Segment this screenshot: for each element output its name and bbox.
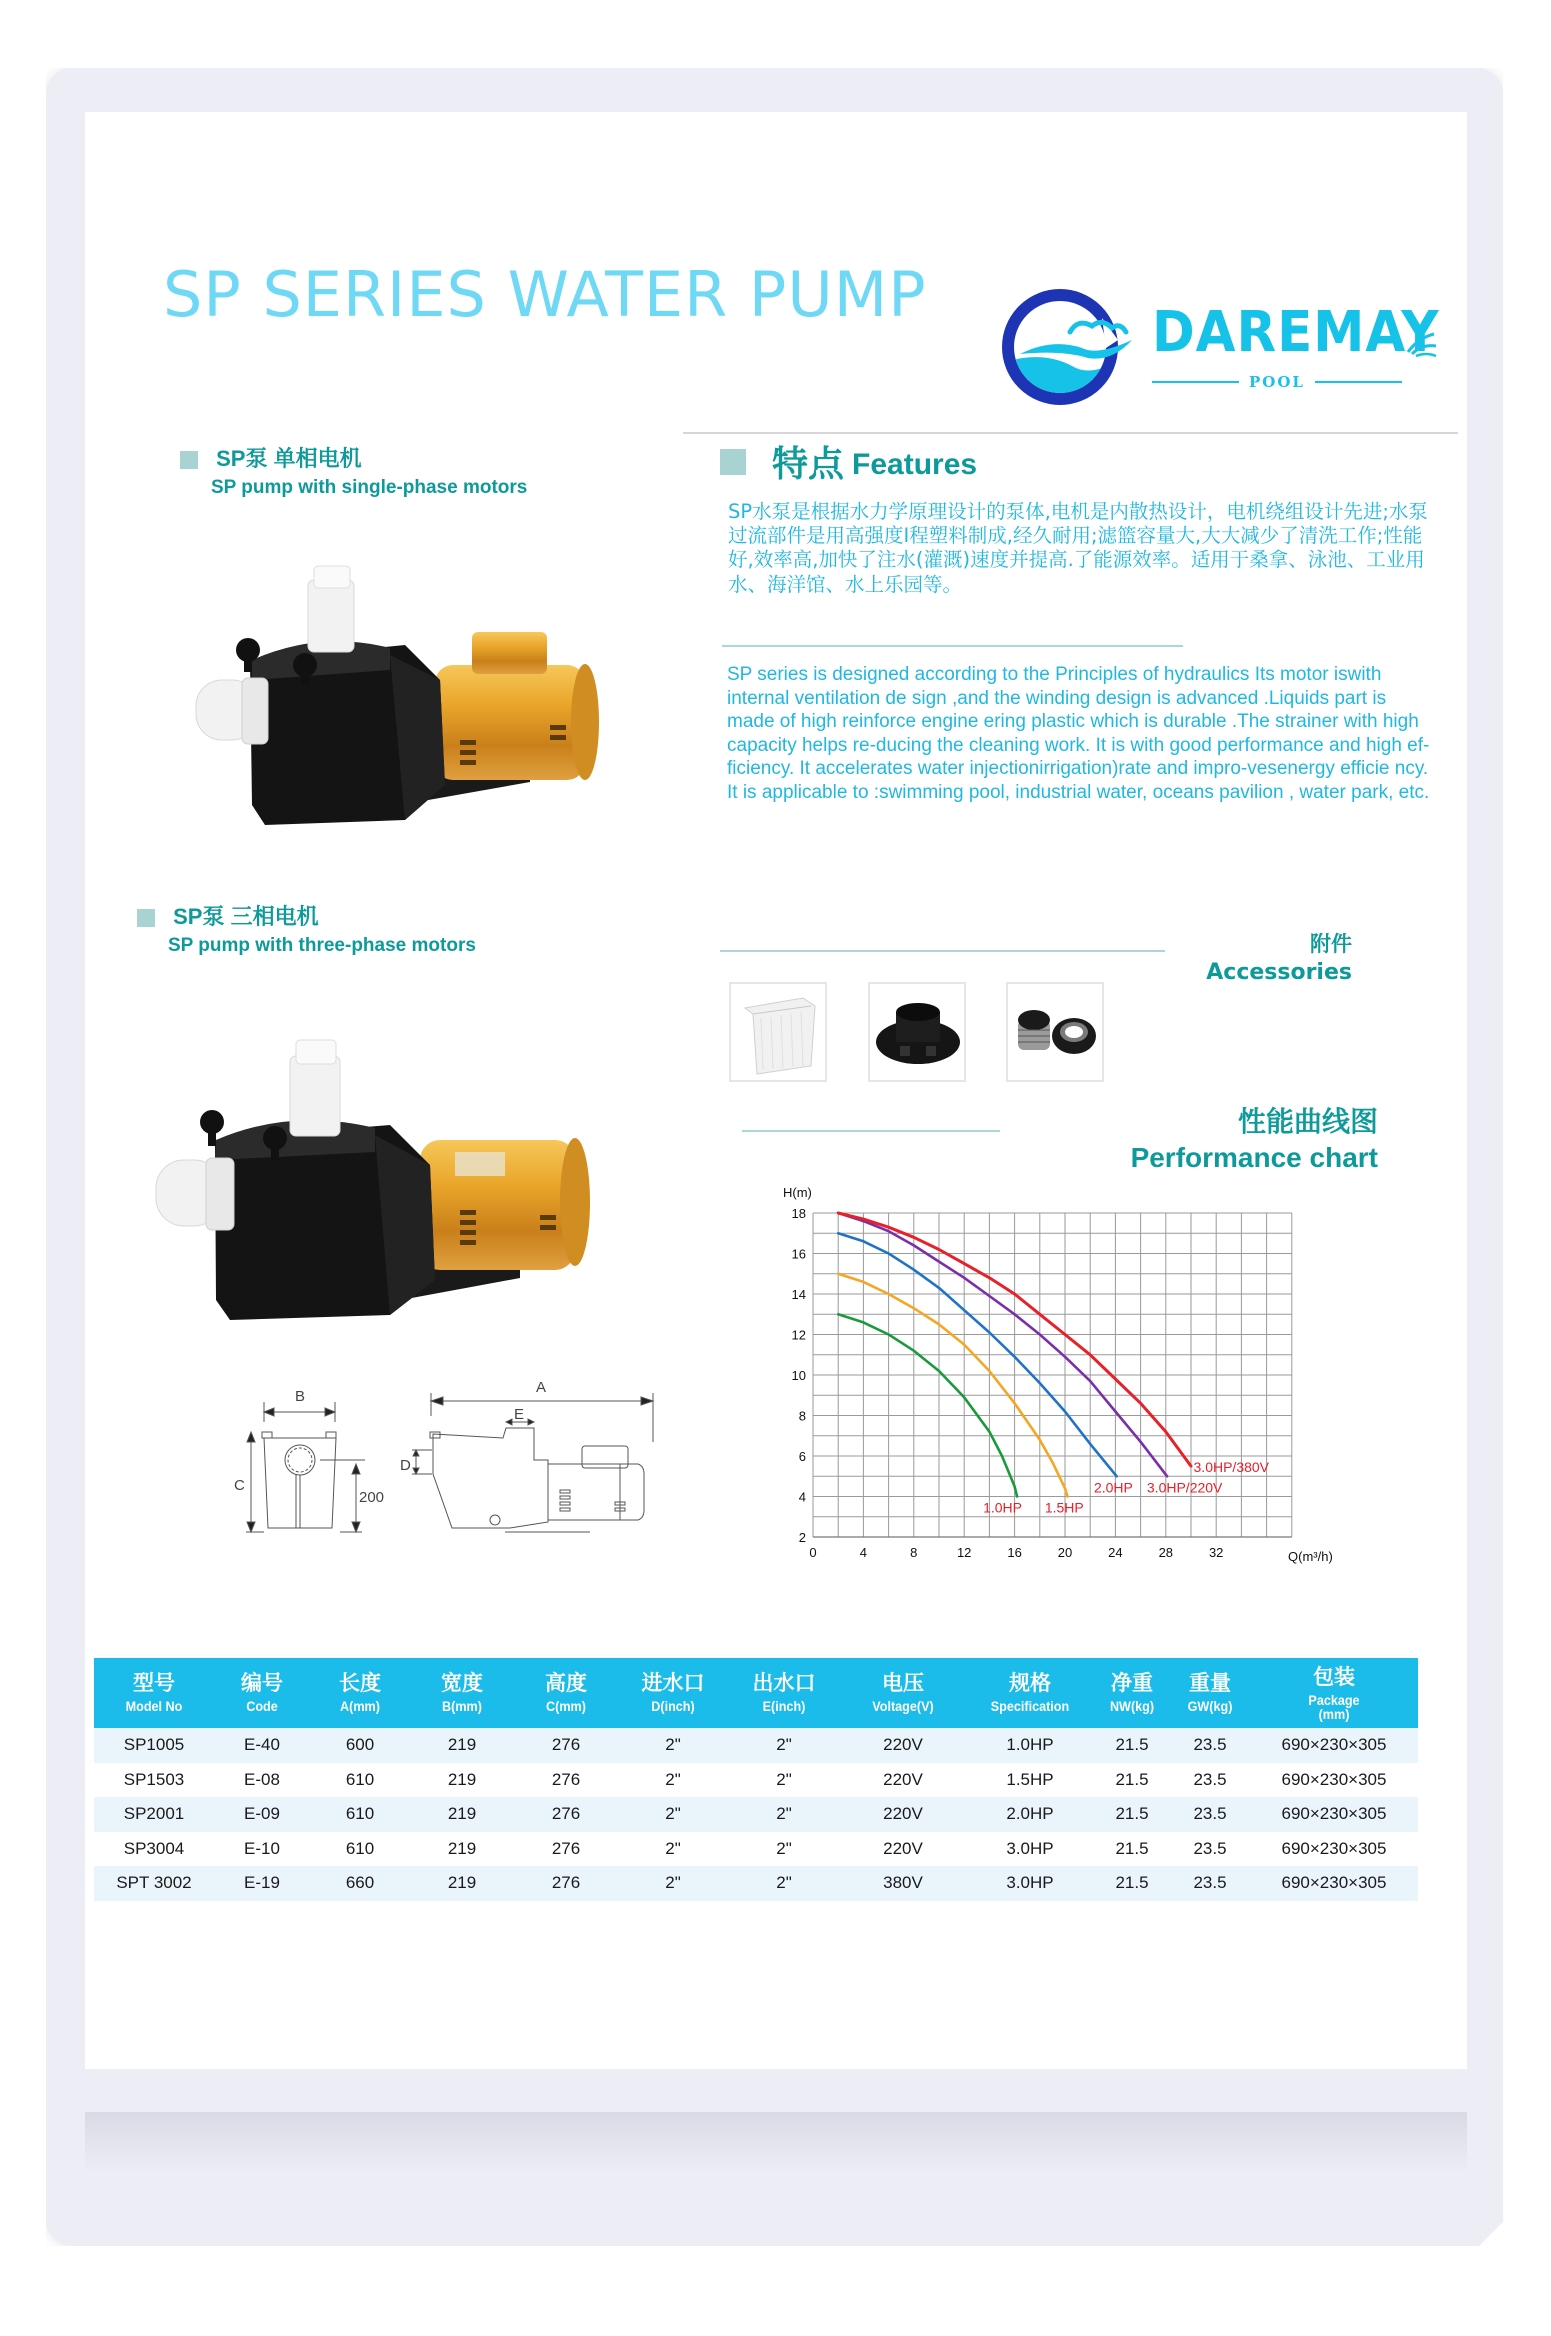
dim-label-d: D: [400, 1457, 411, 1474]
table-cell: 3.0HP: [966, 1832, 1094, 1867]
table-cell: 276: [514, 1763, 618, 1798]
table-cell: 276: [514, 1832, 618, 1867]
table-cell: SP2001: [94, 1797, 214, 1832]
table-cell: 600: [310, 1728, 410, 1763]
dimension-drawing: [220, 1370, 670, 1550]
y-axis-label: H(m): [783, 1185, 812, 1200]
curve-label: 2.0HP: [1093, 1479, 1133, 1496]
table-cell: SP3004: [94, 1832, 214, 1867]
dim-label-e: E: [514, 1406, 525, 1423]
x-tick: 8: [910, 1545, 918, 1560]
curve-label: 1.0HP: [983, 1499, 1023, 1516]
table-cell: 220V: [840, 1832, 966, 1867]
divider: [1152, 381, 1239, 383]
table-cell: 23.5: [1170, 1832, 1250, 1867]
performance-chart: [770, 1180, 1370, 1580]
table-cell: 2": [618, 1763, 728, 1798]
table-cell: 21.5: [1094, 1763, 1170, 1798]
x-axis-label: Q(m³/h): [1288, 1549, 1333, 1564]
performance-heading: 性能曲线图 Performance chart: [1130, 1106, 1378, 1173]
table-cell: 1.5HP: [966, 1763, 1094, 1798]
column-header: 净重 NW(kg): [1094, 1658, 1170, 1728]
column-header: 宽度 B(mm): [410, 1658, 514, 1728]
impeller-image: [868, 982, 966, 1082]
table-cell: 219: [410, 1866, 514, 1901]
table-cell: 2.0HP: [966, 1797, 1094, 1832]
table-cell: SP1005: [94, 1728, 214, 1763]
y-tick: 16: [791, 1246, 806, 1262]
table-cell: 21.5: [1094, 1728, 1170, 1763]
table-cell: 2": [618, 1797, 728, 1832]
table-cell: 21.5: [1094, 1797, 1170, 1832]
table-row: [94, 1866, 1418, 1901]
features-divider: [683, 432, 1458, 434]
table-cell: 276: [514, 1728, 618, 1763]
features-text-en: SP series is designed according to the Principles of hydraulics Its motor iswith internal ventilation de sign ,and the winding design is advanced .Liquids part is made of high reinforce engine ering plastic which is durable .The strainer with high capacity helps re-ducing the cleaning work. It is with good performance and high ef-ficiency. It accelerates water injectionirrigation)rate and impro-vesenergy efficie ncy. It is applicable to :swimming pool, industrial water, oceans pavilion , water park, etc.: [727, 664, 1430, 803]
table-cell: 23.5: [1170, 1728, 1250, 1763]
table-cell: 3.0HP: [966, 1866, 1094, 1901]
column-header: 出水口 E(inch): [728, 1658, 840, 1728]
table-cell: E-09: [214, 1797, 310, 1832]
y-tick: 4: [798, 1489, 806, 1505]
accessories-divider: [720, 950, 1165, 952]
features-separator: [722, 645, 1183, 647]
single-phase-pump-image: [190, 560, 610, 840]
curve-label: 3.0HP/380V: [1193, 1459, 1270, 1476]
table-cell: 610: [310, 1763, 410, 1798]
bullet-square-icon: [720, 449, 746, 475]
table-cell: 21.5: [1094, 1832, 1170, 1867]
table-cell: 690×230×305: [1250, 1866, 1418, 1901]
pool-wave-logo-icon: [1002, 288, 1152, 406]
table-cell: 23.5: [1170, 1866, 1250, 1901]
brand-logo: [1002, 288, 1442, 406]
frame-shadow: [85, 2112, 1467, 2172]
brand-name: DAREMAY: [1152, 300, 1440, 365]
table-cell: 660: [310, 1866, 410, 1901]
table-cell: 219: [410, 1832, 514, 1867]
table-cell: 690×230×305: [1250, 1832, 1418, 1867]
column-header: 重量 GW(kg): [1170, 1658, 1250, 1728]
table-cell: 2": [618, 1866, 728, 1901]
table-cell: 23.5: [1170, 1763, 1250, 1798]
column-header: 高度 C(mm): [514, 1658, 618, 1728]
mechanical-seal-icon: [1008, 984, 1104, 1080]
column-header: 电压 Voltage(V): [840, 1658, 966, 1728]
table-row: [94, 1797, 1418, 1832]
strainer-basket-image: [729, 982, 827, 1082]
three-phase-pump-image: [150, 1030, 610, 1340]
three-phase-heading: SP泵 三相电机 SP pump with three-phase motors: [137, 900, 476, 957]
mechanical-seal-image: [1006, 982, 1104, 1082]
curve-label: 3.0HP/220V: [1146, 1479, 1223, 1496]
table-cell: 219: [410, 1728, 514, 1763]
table-cell: 21.5: [1094, 1866, 1170, 1901]
y-tick: 18: [791, 1206, 806, 1221]
table-cell: 2": [618, 1832, 728, 1867]
x-tick: 4: [859, 1545, 868, 1560]
table-cell: 610: [310, 1797, 410, 1832]
table-cell: 219: [410, 1763, 514, 1798]
table-cell: 2": [728, 1763, 840, 1798]
column-header: 型号 Model No: [94, 1658, 214, 1728]
curve-label: 1.5HP: [1044, 1499, 1084, 1516]
y-tick: 8: [798, 1408, 806, 1424]
y-tick: 2: [798, 1530, 806, 1545]
table-cell: E-40: [214, 1728, 310, 1763]
column-header: 长度 A(mm): [310, 1658, 410, 1728]
x-tick: 28: [1158, 1545, 1174, 1560]
dim-label-b: B: [295, 1388, 306, 1405]
table-cell: 220V: [840, 1763, 966, 1798]
column-header: 进水口 D(inch): [618, 1658, 728, 1728]
x-tick: 16: [1007, 1545, 1022, 1560]
bullet-square-icon: [180, 451, 198, 469]
bullet-square-icon: [137, 909, 155, 927]
table-cell: E-08: [214, 1763, 310, 1798]
divider: [1315, 381, 1402, 383]
x-tick: 12: [956, 1545, 972, 1560]
table-cell: 2": [728, 1832, 840, 1867]
table-cell: 276: [514, 1866, 618, 1901]
table-cell: 690×230×305: [1250, 1797, 1418, 1832]
single-phase-heading: SP泵 单相电机 SP pump with single-phase motors: [180, 442, 527, 499]
brand-subtitle: POOL: [1152, 372, 1402, 392]
y-tick: 10: [791, 1368, 806, 1383]
table-cell: 380V: [840, 1866, 966, 1901]
dim-label-a: A: [536, 1379, 547, 1396]
table-cell: SPT 3002: [94, 1866, 214, 1901]
page-title: SP SERIES WATER PUMP: [163, 258, 927, 331]
features-heading: 特点 Features: [720, 436, 977, 487]
table-cell: 276: [514, 1797, 618, 1832]
table-cell: 2": [728, 1797, 840, 1832]
dim-label-c: C: [234, 1477, 245, 1494]
table-cell: 690×230×305: [1250, 1763, 1418, 1798]
column-header: 规格 Specification: [966, 1658, 1094, 1728]
table-cell: 690×230×305: [1250, 1728, 1418, 1763]
y-tick: 12: [791, 1327, 806, 1343]
dim-label-200: 200: [359, 1489, 385, 1506]
table-cell: 2": [618, 1728, 728, 1763]
impeller-icon: [870, 984, 966, 1080]
table-row: [94, 1728, 1418, 1763]
x-tick: 0: [809, 1545, 817, 1560]
column-header: 编号 Code: [214, 1658, 310, 1728]
table-cell: 2": [728, 1866, 840, 1901]
strainer-basket-icon: [731, 984, 827, 1080]
performance-divider: [742, 1130, 1000, 1132]
series-curve: [838, 1314, 1017, 1496]
table-cell: E-10: [214, 1832, 310, 1867]
spec-table: [94, 1658, 1418, 1901]
accessories-heading: 附件 Accessories: [1206, 933, 1352, 985]
x-tick: 20: [1057, 1545, 1073, 1560]
column-header: 包装 Package (mm): [1250, 1658, 1418, 1728]
table-cell: 220V: [840, 1728, 966, 1763]
table-cell: 219: [410, 1797, 514, 1832]
table-cell: 2": [728, 1728, 840, 1763]
table-cell: 610: [310, 1832, 410, 1867]
table-cell: SP1503: [94, 1763, 214, 1798]
water-splash-icon: [1404, 324, 1440, 360]
table-cell: 1.0HP: [966, 1728, 1094, 1763]
features-text-cn: SP水泵是根据水力学原理设计的泵体,电机是内散热设计，电机绕组设计先进;水泵过流部件是用高强度I程塑料制成,经久耐用;滤篮容量大,大大减少了清洗工作;性能好,效率高,加快了注水(灌溉)速度并提高.了能源效率。适用于桑拿、泳池、工业用水、海洋馆、水上乐园等。: [728, 500, 1428, 596]
table-row: [94, 1832, 1418, 1867]
y-tick: 14: [791, 1287, 806, 1302]
y-tick: 6: [798, 1449, 806, 1464]
table-cell: 220V: [840, 1797, 966, 1832]
table-cell: 23.5: [1170, 1797, 1250, 1832]
x-tick: 24: [1108, 1545, 1123, 1560]
table-header-row: [94, 1658, 1418, 1728]
x-tick: 32: [1208, 1545, 1224, 1560]
table-cell: E-19: [214, 1866, 310, 1901]
table-row: [94, 1763, 1418, 1798]
